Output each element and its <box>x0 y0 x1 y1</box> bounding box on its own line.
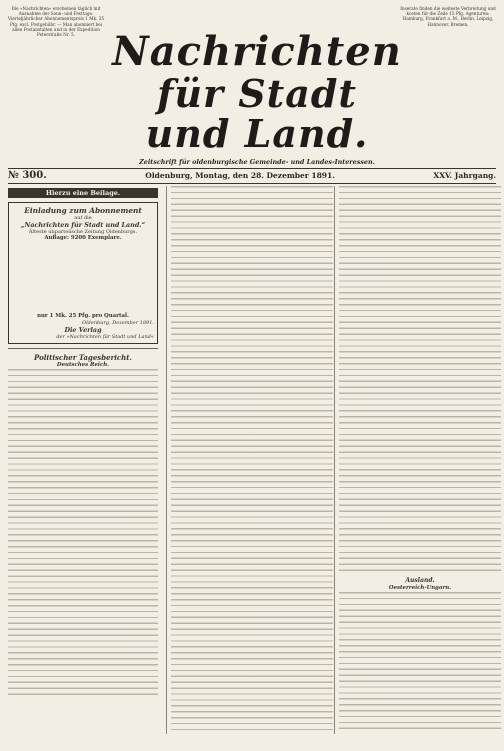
subscription-box-body <box>12 242 154 313</box>
subscription-box-name: „Nachrichten für Stadt und Land.“ <box>20 221 146 229</box>
column-3 <box>334 186 501 734</box>
section-heading-ausland: Ausland. <box>405 577 435 584</box>
subscription-box-price: nur 1 Mk. 25 Pfg. pro Quartal. <box>37 312 129 319</box>
subscription-box-title: Einladung zum Abonnement <box>24 206 142 215</box>
volume-year: XXV. Jahrgang. <box>433 171 496 180</box>
masthead-title-line2: für Stadt und Land. <box>145 71 369 156</box>
issue-date: Oldenburg, Montag, den 28. Dezember 1891. <box>145 171 335 180</box>
section-subheading-reich: Deutsches Reich. <box>56 361 110 368</box>
subscription-box-tagline: Älteste unparteiische Zeitung Oldenburgs. <box>28 229 138 235</box>
column-1 <box>8 186 158 734</box>
supplement-notice: Hierzu eine Beilage. <box>8 188 158 198</box>
article-body-col3-top <box>339 186 501 574</box>
article-body-col1 <box>8 369 158 699</box>
section-subheading-austria: Oesterreich-Ungarn. <box>388 585 452 591</box>
subscription-box <box>8 202 158 344</box>
masthead <box>112 30 402 154</box>
column-2 <box>166 186 333 734</box>
section-heading-political: Politischer Tagesbericht. <box>34 352 132 362</box>
subscription-box-sub: auf die <box>74 215 92 221</box>
masthead-title-line1: Nachrichten <box>112 28 402 75</box>
subscription-box-publisher: der »Nachrichten für Stadt und Land« <box>56 333 154 340</box>
divider <box>8 348 158 349</box>
subscription-box-circulation: Auflage: 9200 Exemplare. <box>44 235 122 241</box>
article-body-col3-bottom <box>339 592 501 732</box>
issue-number: № 300. <box>8 170 47 181</box>
article-body-col2 <box>171 186 333 734</box>
subscription-box-city: Oldenburg, Dezember 1891. <box>81 319 154 326</box>
subscription-info: Die »Nachrichten« erscheinen täglich mit Ausnahme der Sonn- und Festtage. Vierteljährlicher Abonnementspreis 1 Mk. 25 Pfg. excl. Postgebühr. — Man abonniert bei allen Postanstalten und in der Expedition Peterstraße Nr. 5. <box>7 6 105 38</box>
subscription-box-publisher-label: Die Verlag <box>64 325 102 334</box>
advertising-info: Inserate finden die weiteste Verbreitung und kosten für die Zeile 15 Pfg. Agenturen: Hamburg, Frankfurt a. M., Berlin, Leipzig, Hannover, Bremen. <box>400 6 496 27</box>
masthead-subtitle: Zeitschrift für oldenburgische Gemeinde- und Landes-Interessen. <box>139 158 375 166</box>
dateline <box>8 168 496 184</box>
